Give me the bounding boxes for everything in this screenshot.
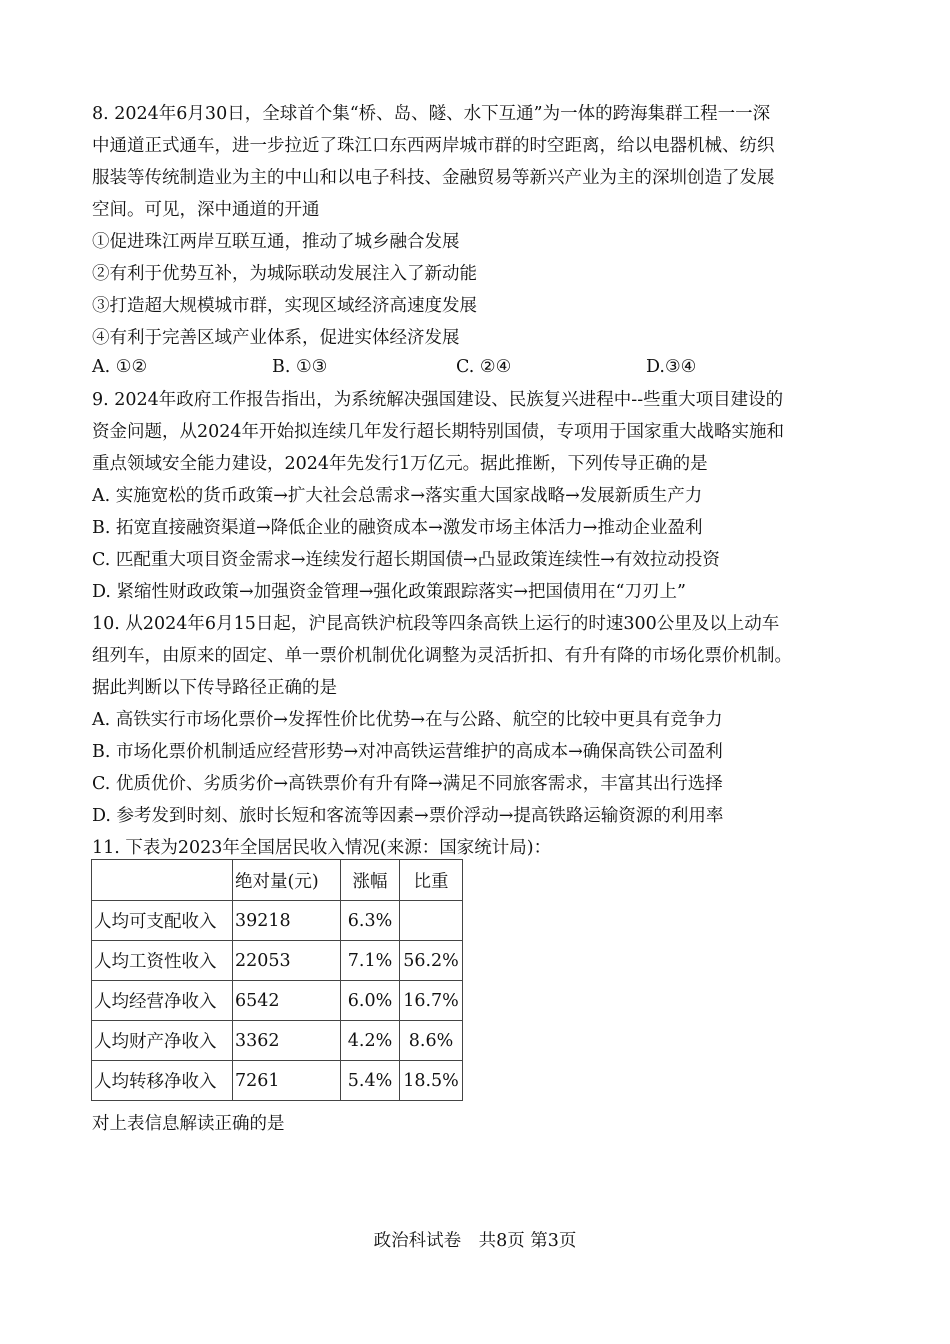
table-header-cell: 比重	[400, 860, 463, 901]
q9-stem-line-3: 重点领域安全能力建设，2024年先发行1万亿元。据此推断，下列传导正确的是	[92, 454, 708, 474]
table-row	[92, 941, 463, 981]
table-row	[92, 981, 463, 1021]
table-cell: 人均可支配收入	[92, 901, 233, 941]
table-row	[92, 901, 463, 941]
q9-option-b: B. 拓宽直接融资渠道→降低企业的融资成本→激发市场主体活力→推动企业盈利	[92, 518, 703, 538]
table-cell: 18.5%	[400, 1061, 463, 1101]
q8-option-a: A. ①②	[92, 357, 148, 377]
table-cell: 22053	[233, 941, 341, 981]
q10-stem-line-1: 10. 从2024年6月15日起，沪昆高铁沪杭段等四条高铁上运行的时速300公里及以上动车	[92, 614, 780, 634]
q9-option-a: A. 实施宽松的货币政策→扩大社会总需求→落实重大国家战略→发展新质生产力	[92, 486, 703, 506]
q9-option-c: C. 匹配重大项目资金需求→连续发行超长期国债→凸显政策连续性→有效拉动投资	[92, 550, 720, 570]
q8-option-c: C. ②④	[456, 357, 512, 377]
q10-option-a: A. 高铁实行市场化票价→发挥性价比优势→在与公路、航空的比较中更具有竞争力	[92, 710, 723, 730]
q8-stem-line-4: 空间。可见，深中通道的开通	[92, 200, 320, 220]
table-cell: 8.6%	[400, 1021, 463, 1061]
q10-option-c: C. 优质优价、劣质劣价→高铁票价有升有降→满足不同旅客需求，丰富其出行选择	[92, 774, 723, 794]
table-cell: 6.3%	[341, 901, 400, 941]
table-row	[92, 1061, 463, 1101]
q10-stem-line-2: 组列车，由原来的固定、单一票价机制优化调整为灵活折扣、有升有降的市场化票价机制。	[92, 646, 792, 666]
table-header-cell: 绝对量(元)	[233, 860, 341, 901]
q8-statement-2: ②有利于优势互补，为城际联动发展注入了新动能	[92, 264, 477, 284]
table-cell: 6542	[233, 981, 341, 1021]
table-cell: 7261	[233, 1061, 341, 1101]
q8-stem-line-3: 服装等传统制造业为主的中山和以电子科技、金融贸易等新兴产业为主的深圳创造了发展	[92, 168, 775, 188]
table-cell: 5.4%	[341, 1061, 400, 1101]
table-header-cell	[92, 860, 233, 901]
q9-option-d: D. 紧缩性财政政策→加强资金管理→强化政策跟踪落实→把国债用在“刀刃上”	[92, 582, 686, 602]
q8-stem-line-1: 8. 2024年6月30日，全球首个集“桥、岛、隧、水下互通”为一体的跨海集群工程一一深	[92, 104, 771, 124]
q8-stem-line-2: 中通道正式通车，进一步拉近了珠江口东西两岸城市群的时空距离，给以电器机械、纺织	[92, 136, 775, 156]
q11-outro: 对上表信息解读正确的是	[92, 1114, 285, 1134]
q8-statement-4: ④有利于完善区域产业体系，促进实体经济发展	[92, 328, 460, 348]
q10-option-d: D. 参考发到时刻、旅时长短和客流等因素→票价浮动→提高铁路运输资源的利用率	[92, 806, 724, 826]
q8-statement-3: ③打造超大规模城市群，实现区域经济高速度发展	[92, 296, 477, 316]
q8-option-b: B. ①③	[272, 357, 328, 377]
table-cell: 39218	[233, 901, 341, 941]
q10-stem-line-3: 据此判断以下传导路径正确的是	[92, 678, 337, 698]
table-cell: 3362	[233, 1021, 341, 1061]
income-table	[91, 859, 463, 1101]
table-cell: 7.1%	[341, 941, 400, 981]
table-cell: 16.7%	[400, 981, 463, 1021]
table-cell: 人均转移净收入	[92, 1061, 233, 1101]
q10-option-b: B. 市场化票价机制适应经营形势→对冲高铁运营维护的高成本→确保高铁公司盈利	[92, 742, 723, 762]
q8-statement-1: ①促进珠江两岸互联互通，推动了城乡融合发展	[92, 232, 460, 252]
q11-intro: 11. 下表为2023年全国居民收入情况(来源：国家统计局)：	[92, 838, 552, 858]
page-footer: 政治科试卷 共8页 第3页	[373, 1231, 577, 1251]
table-header-row	[92, 860, 463, 901]
table-cell	[400, 901, 463, 941]
table-cell: 人均经营净收入	[92, 981, 233, 1021]
q8-option-d: D.③④	[646, 357, 697, 377]
table-cell: 人均工资性收入	[92, 941, 233, 981]
table-cell: 56.2%	[400, 941, 463, 981]
table-cell: 6.0%	[341, 981, 400, 1021]
table-cell: 人均财产净收入	[92, 1021, 233, 1061]
table-row	[92, 1021, 463, 1061]
q9-stem-line-1: 9. 2024年政府工作报告指出，为系统解决强国建设、民族复兴进程中--些重大项目建设的	[92, 390, 784, 410]
table-cell: 4.2%	[341, 1021, 400, 1061]
table-header-cell: 涨幅	[341, 860, 400, 901]
q9-stem-line-2: 资金问题，从2024年开始拟连续几年发行超长期特别国债，专项用于国家重大战略实施和	[92, 422, 785, 442]
